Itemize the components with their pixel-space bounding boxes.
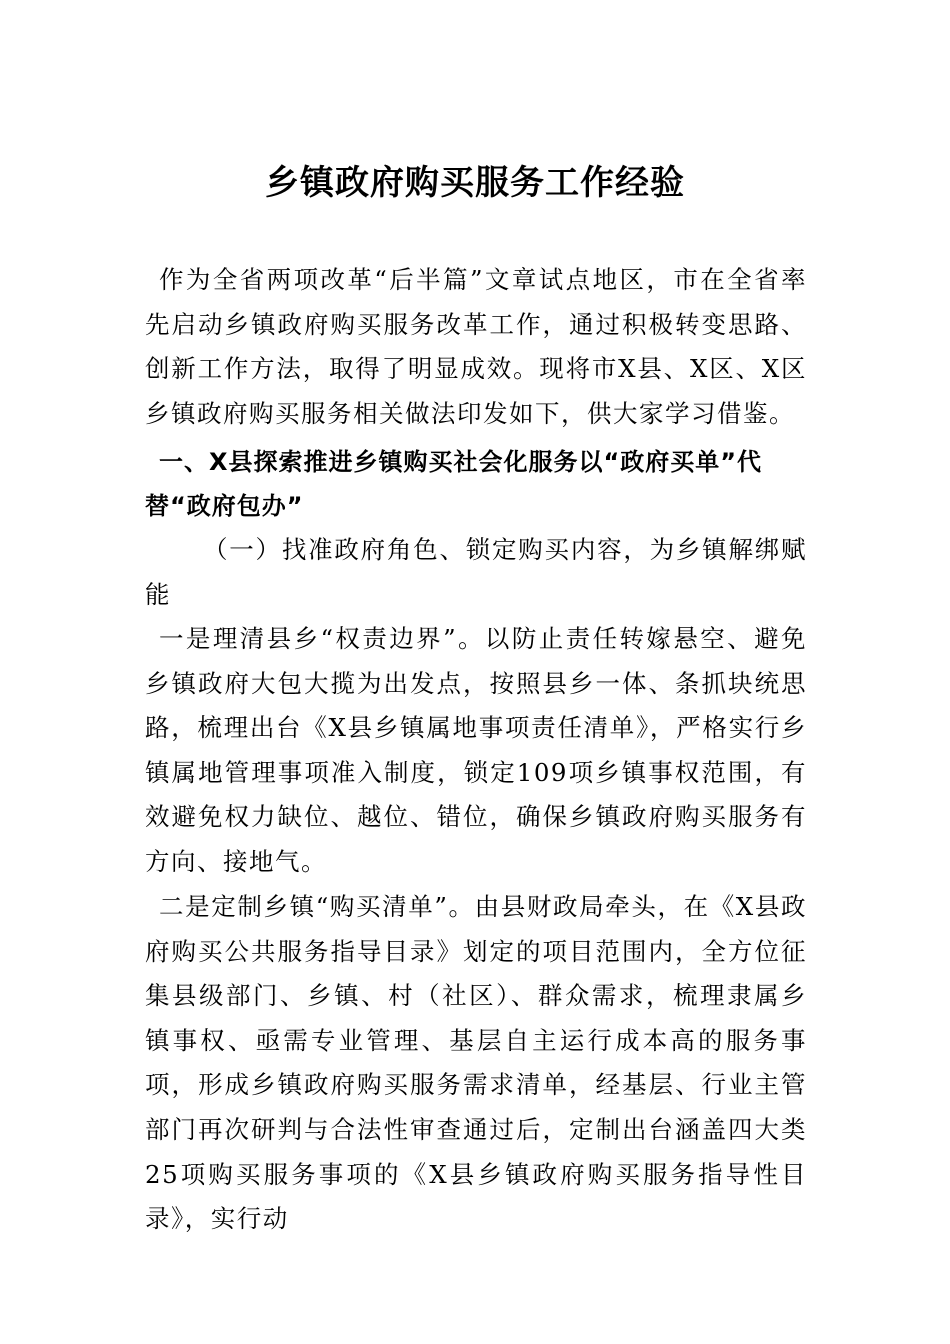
body-paragraph: 一是理清县乡“权责边界”。以防止责任转嫁悬空、避免乡镇政府大包大揽为出发点，按照县乡一体、条抓块统思路，梳理出台《X县乡镇属地事项责任清单》，严格实行乡镇属地管理事项准入制度，锁定109项乡镇事权范围，有效避免权力缺位、越位、错位，确保乡镇政府购买服务有方向、接地气。 xyxy=(145,624,807,876)
subsection-heading: （一）找准政府角色、锁定购买内容，为乡镇解绑赋能 xyxy=(145,535,807,609)
section-heading: 一、X县探索推进乡镇购买社会化服务以“政府买单”代替“政府包办” xyxy=(145,448,763,520)
document-title: 乡镇政府购买服务工作经验 xyxy=(265,163,685,203)
intro-paragraph: 作为全省两项改革“后半篇”文章试点地区，市在全省率先启动乡镇政府购买服务改革工作，通过积极转变思路、创新工作方法，取得了明显成效。现将市X县、X区、X区乡镇政府购买服务相关做法印发如下，供大家学习借鉴。 xyxy=(145,265,807,428)
body-paragraph: 二是定制乡镇“购买清单”。由县财政局牵头，在《X县政府购买公共服务指导目录》划定的项目范围内，全方位征集县级部门、乡镇、村（社区）、群众需求，梳理隶属乡镇事权、亟需专业管理、基层自主运行成本高的服务事项，形成乡镇政府购买服务需求清单，经基层、行业主管部门再次研判与合法性审查通过后，定制出台涵盖四大类25项购买服务事项的《X县乡镇政府购买服务指导性目录》，实行动 xyxy=(145,892,807,1234)
